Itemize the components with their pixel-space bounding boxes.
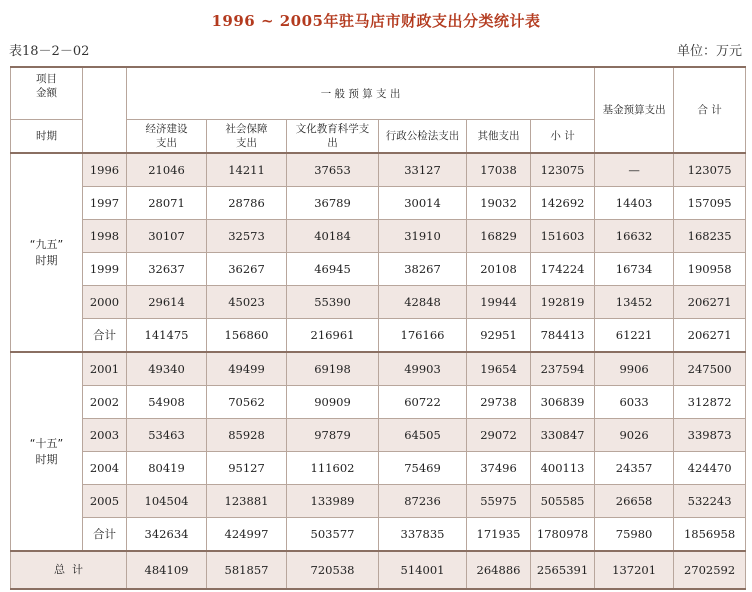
grand-total-label: 总 计: [11, 551, 127, 589]
value-cell: 342634: [127, 518, 207, 552]
unit-label: 单位：万元: [676, 44, 742, 59]
year-cell: 1998: [83, 220, 127, 253]
total-value-cell: 137201: [595, 551, 674, 589]
value-cell: 123075: [531, 153, 595, 187]
year-cell: 1999: [83, 253, 127, 286]
table-row: [11, 386, 746, 419]
value-cell: 532243: [674, 485, 746, 518]
value-cell: 55975: [467, 485, 531, 518]
value-cell: 1780978: [531, 518, 595, 552]
col-admin-label: 行政公检法支出: [385, 130, 460, 142]
value-cell: 60722: [379, 386, 467, 419]
value-cell: 32637: [127, 253, 207, 286]
value-cell: 31910: [379, 220, 467, 253]
value-cell: 29614: [127, 286, 207, 319]
table-row: [11, 319, 746, 353]
value-cell: 75469: [379, 452, 467, 485]
fund-budget-header: [595, 67, 674, 153]
value-cell: 37653: [287, 153, 379, 187]
finance-table: [10, 66, 746, 590]
general-budget-header: 一 般 预 算 支 出: [127, 67, 595, 120]
value-cell: 32573: [207, 220, 287, 253]
value-cell: 46945: [287, 253, 379, 286]
year-cell: 2000: [83, 286, 127, 319]
total-value-cell: 484109: [127, 551, 207, 589]
value-cell: 157095: [674, 187, 746, 220]
value-cell: 176166: [379, 319, 467, 353]
value-cell: 54908: [127, 386, 207, 419]
table-row: [11, 419, 746, 452]
year-cell: 2002: [83, 386, 127, 419]
value-cell: 104504: [127, 485, 207, 518]
grand-total-row: [11, 551, 746, 589]
corner-label-amount: 金额: [36, 87, 57, 99]
total-value-cell: 581857: [207, 551, 287, 589]
col-subtotal-header: 小 计: [531, 120, 595, 154]
value-cell: 20108: [467, 253, 531, 286]
value-cell: 9906: [595, 352, 674, 386]
value-cell: 192819: [531, 286, 595, 319]
value-cell: 19654: [467, 352, 531, 386]
value-cell: 30107: [127, 220, 207, 253]
col-culture-header: [287, 120, 379, 154]
total-value-cell: 2565391: [531, 551, 595, 589]
col-economic-header: [127, 120, 207, 154]
value-cell: 49340: [127, 352, 207, 386]
year-cell: 2003: [83, 419, 127, 452]
value-cell: 36789: [287, 187, 379, 220]
total-value-cell: 720538: [287, 551, 379, 589]
value-cell: 337835: [379, 518, 467, 552]
value-cell: 206271: [674, 319, 746, 353]
value-cell: 216961: [287, 319, 379, 353]
value-cell: 17038: [467, 153, 531, 187]
value-cell: 174224: [531, 253, 595, 286]
period-header: 时期: [11, 120, 83, 154]
period-label-line2: 时期: [35, 452, 58, 466]
value-cell: 42848: [379, 286, 467, 319]
table-number: 表18－2－02: [9, 44, 90, 59]
value-cell: 19944: [467, 286, 531, 319]
page-title: 1996 ~ 2005年驻马店市财政支出分类统计表: [211, 12, 541, 30]
table-row: [11, 485, 746, 518]
period-label-line1: “十五”: [29, 436, 64, 450]
value-cell: 16829: [467, 220, 531, 253]
value-cell: 424997: [207, 518, 287, 552]
value-cell: 14403: [595, 187, 674, 220]
value-cell: 133989: [287, 485, 379, 518]
value-cell: 424470: [674, 452, 746, 485]
value-cell: 168235: [674, 220, 746, 253]
total-value-cell: 514001: [379, 551, 467, 589]
year-cell: 2001: [83, 352, 127, 386]
year-cell: 1996: [83, 153, 127, 187]
value-cell: 70562: [207, 386, 287, 419]
value-cell: 24357: [595, 452, 674, 485]
value-cell: 40184: [287, 220, 379, 253]
value-cell: 19032: [467, 187, 531, 220]
value-cell: 26658: [595, 485, 674, 518]
value-cell: 69198: [287, 352, 379, 386]
col-admin-header: [379, 120, 467, 154]
period-label-line2: 时期: [35, 253, 58, 267]
corner-header-top: [11, 67, 83, 120]
value-cell: 30014: [379, 187, 467, 220]
col-economic-label: 经济建设支出: [145, 123, 188, 149]
value-cell: 312872: [674, 386, 746, 419]
grand-total-header: 合 计: [674, 67, 746, 153]
value-cell: 142692: [531, 187, 595, 220]
value-cell: 339873: [674, 419, 746, 452]
value-cell: 75980: [595, 518, 674, 552]
value-cell: 87236: [379, 485, 467, 518]
value-cell: 13452: [595, 286, 674, 319]
value-cell: 156860: [207, 319, 287, 353]
year-cell: 2004: [83, 452, 127, 485]
value-cell: 503577: [287, 518, 379, 552]
value-cell: 61221: [595, 319, 674, 353]
value-cell: 97879: [287, 419, 379, 452]
value-cell: 90909: [287, 386, 379, 419]
table-row: [11, 518, 746, 552]
col-other-header: 其他支出: [467, 120, 531, 154]
table-row: [11, 153, 746, 187]
value-cell: 330847: [531, 419, 595, 452]
value-cell: 55390: [287, 286, 379, 319]
table-row: [11, 286, 746, 319]
corner-label-item: 项目: [36, 73, 57, 85]
value-cell: 1856958: [674, 518, 746, 552]
table-row: [11, 352, 746, 386]
value-cell: 14211: [207, 153, 287, 187]
value-cell: —: [595, 153, 674, 187]
period-label-line1: “九五”: [29, 237, 64, 251]
value-cell: 171935: [467, 518, 531, 552]
value-cell: 38267: [379, 253, 467, 286]
col-social-header: [207, 120, 287, 154]
value-cell: 49499: [207, 352, 287, 386]
value-cell: 37496: [467, 452, 531, 485]
year-cell: 合计: [83, 319, 127, 353]
value-cell: 21046: [127, 153, 207, 187]
value-cell: 28786: [207, 187, 287, 220]
value-cell: 206271: [674, 286, 746, 319]
value-cell: 306839: [531, 386, 595, 419]
value-cell: 123075: [674, 153, 746, 187]
table-row: [11, 253, 746, 286]
ninth-five-year-period-label: [11, 153, 83, 352]
value-cell: 111602: [287, 452, 379, 485]
value-cell: 85928: [207, 419, 287, 452]
fund-budget-label: 基金预算支出: [602, 104, 666, 116]
value-cell: 45023: [207, 286, 287, 319]
value-cell: 9026: [595, 419, 674, 452]
value-cell: 33127: [379, 153, 467, 187]
col-social-label: 社会保障支出: [225, 123, 268, 149]
table-row: [11, 452, 746, 485]
value-cell: 16734: [595, 253, 674, 286]
header-row-1: [11, 67, 746, 120]
total-value-cell: 264886: [467, 551, 531, 589]
table-row: [11, 187, 746, 220]
value-cell: 53463: [127, 419, 207, 452]
value-cell: 16632: [595, 220, 674, 253]
value-cell: 141475: [127, 319, 207, 353]
value-cell: 29738: [467, 386, 531, 419]
col-culture-label: 文化教育科学支出: [295, 123, 370, 149]
value-cell: 400113: [531, 452, 595, 485]
table-row: [11, 220, 746, 253]
value-cell: 123881: [207, 485, 287, 518]
value-cell: 49903: [379, 352, 467, 386]
value-cell: 784413: [531, 319, 595, 353]
year-cell: 1997: [83, 187, 127, 220]
value-cell: 95127: [207, 452, 287, 485]
value-cell: 28071: [127, 187, 207, 220]
value-cell: 190958: [674, 253, 746, 286]
tenth-five-year-period-label: [11, 352, 83, 551]
value-cell: 237594: [531, 352, 595, 386]
corner-header-gap: [83, 67, 127, 153]
value-cell: 80419: [127, 452, 207, 485]
value-cell: 151603: [531, 220, 595, 253]
total-value-cell: 2702592: [674, 551, 746, 589]
year-cell: 2005: [83, 485, 127, 518]
value-cell: 29072: [467, 419, 531, 452]
value-cell: 36267: [207, 253, 287, 286]
value-cell: 64505: [379, 419, 467, 452]
year-cell: 合计: [83, 518, 127, 552]
value-cell: 247500: [674, 352, 746, 386]
value-cell: 92951: [467, 319, 531, 353]
value-cell: 6033: [595, 386, 674, 419]
value-cell: 505585: [531, 485, 595, 518]
